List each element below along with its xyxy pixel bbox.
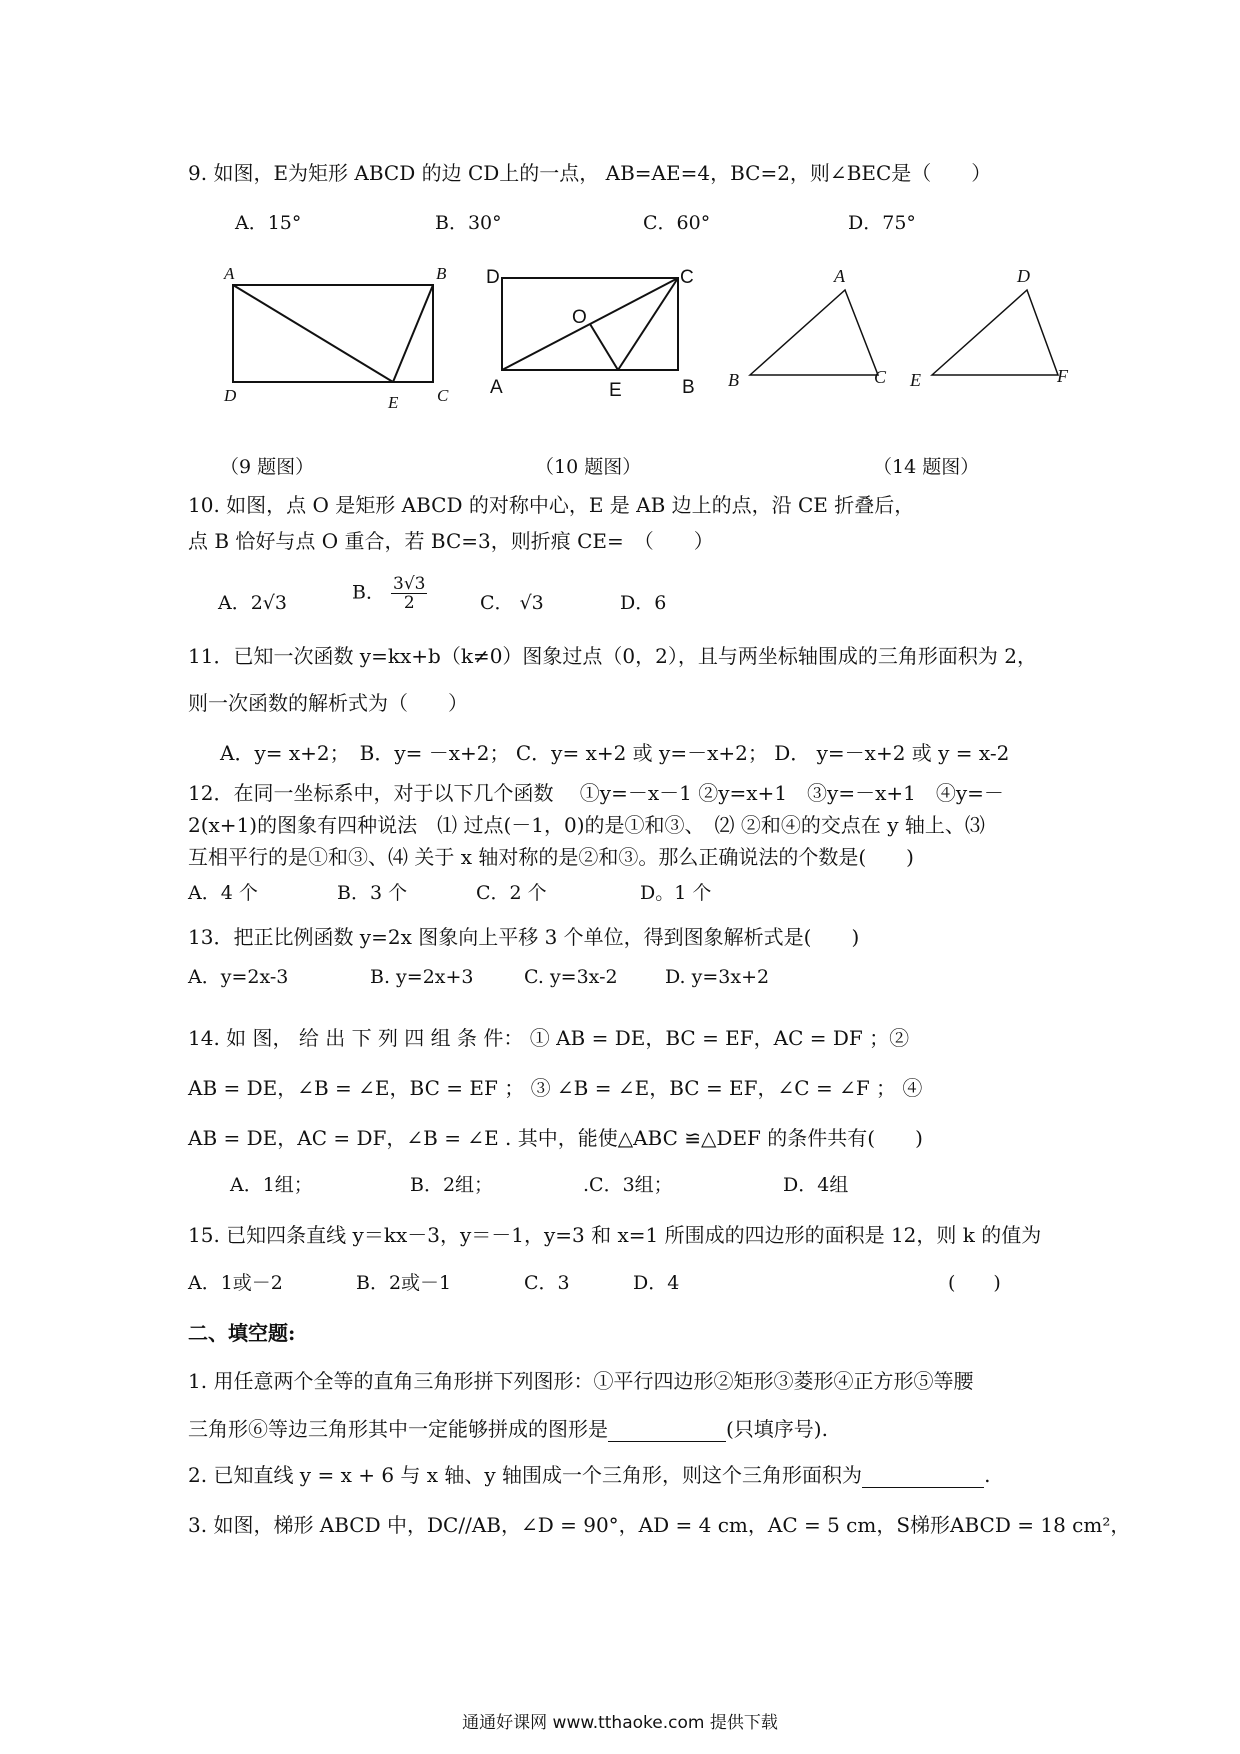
q10-option-b-prefix: B． [352,581,385,604]
q14-option-d: D．4组 [783,1174,849,1196]
q9-option-a: A．15° [235,212,302,234]
fill2-line [188,1462,990,1488]
q14-line1: 14. 如 图， 给 出 下 列 四 组 条 件： ① AB = DE，BC = EF，AC = DF ；② [188,1026,910,1050]
q10-option-b [352,575,427,612]
fig9-label-c: C [437,386,449,405]
q13-stem: 13．把正比例函数 y=2x 图象向上平移 3 个单位，得到图象解析式是( ) [188,925,860,949]
fill2-suffix: . [984,1463,991,1487]
q12-option-b: B．3 个 [337,882,408,904]
q14-option-c: .C．3组； [583,1174,673,1196]
answer-blank[interactable] [862,1467,984,1488]
q13-option-d: D. y=3x+2 [665,966,770,988]
q9-option-d: D．75° [848,212,916,234]
fig10-label-c: C [680,267,694,288]
caption-fig10: （10 题图） [535,456,642,478]
q11-line2: 则一次函数的解析式为（ ） [188,691,468,715]
q15-answer-blank: ( ) [948,1272,1001,1294]
q14-line2: AB = DE，∠B = ∠E，BC = EF ； ③ ∠B = ∠E，BC = EF，∠C = ∠F ； ④ [188,1076,923,1100]
q14-line3: AB = DE，AC = DF，∠B = ∠E . 其中，能使△ABC ≌△DEF 的条件共有( ) [188,1126,923,1150]
fraction-numerator: 3√3 [393,574,426,594]
q11-options: A．y= x+2； B．y= －x+2； C．y= x+2 或 y=－x+2； D． y=－x+2 或 y = x-2 [220,741,1010,765]
fill1-line2-suffix: (只填序号). [726,1417,828,1441]
q10-line2: 点 B 恰好与点 O 重合，若 BC=3，则折痕 CE= （ ） [188,529,714,553]
q15-option-d: D．4 [633,1272,680,1294]
fill1-line2 [188,1416,828,1442]
fig9-label-e: E [388,393,399,412]
fill1-line1: 1. 用任意两个全等的直角三角形拼下列图形：①平行四边形②矩形③菱形④正方形⑤等腰 [188,1369,974,1393]
q14-option-a: A．1组； [230,1174,313,1196]
fig14-label-e: E [910,370,921,390]
fig14-label-f: F [1057,366,1068,386]
q12-line3: 互相平行的是①和③、⑷ 关于 x 轴对称的是②和③。那么正确说法的个数是( ) [188,845,914,869]
q9-option-c: C．60° [643,212,711,234]
q13-option-b: B. y=2x+3 [370,966,474,988]
fig9-label-b: B [436,264,447,283]
fig9-label-d: D [224,386,237,405]
section-2-title: 二、填空题: [188,1321,296,1345]
q9-stem: 9. 如图，E为矩形 ABCD 的边 CD上的一点， AB=AE=4，BC=2，则∠BEC是（ ） [188,161,992,185]
figure-10 [502,278,678,370]
q15-option-c: C．3 [524,1272,570,1294]
q12-line1: 12．在同一坐标系中，对于以下几个函数 ①y=－x－1 ②y=x+1 ③y=－x+1 ④y=－ [188,781,1004,805]
q15-option-a: A．1或－2 [188,1272,283,1294]
fig10-label-o: O [572,307,587,328]
fraction-denominator: 2 [403,593,415,613]
fill3-line: 3. 如图，梯形 ABCD 中，DC//AB，∠D = 90°，AD = 4 cm，AC = 5 cm，S梯形ABCD = 18 cm²， [188,1513,1131,1537]
q11-line1: 11．已知一次函数 y=kx+b（k≠0）图象过点（0，2），且与两坐标轴围成的三角形面积为 2， [188,644,1037,668]
fig10-label-a: A [490,377,503,398]
figure-9 [233,285,433,382]
q12-line2: 2(x+1)的图象有四种说法 ⑴ 过点(－1，0)的是①和③、 ⑵ ②和④的交点在 y 轴上、⑶ [188,813,985,837]
fill2-prefix: 2. 已知直线 y = x + 6 与 x 轴、y 轴围成一个三角形，则这个三角形面积为 [188,1463,863,1487]
q12-option-d: D。1 个 [640,882,712,904]
q12-option-c: C．2 个 [476,882,547,904]
q13-option-c: C. y=3x-2 [524,966,618,988]
q15-stem: 15. 已知四条直线 y＝kx－3，y＝－1，y=3 和 x=1 所围成的四边形的面积是 12，则 k 的值为 [188,1223,1042,1247]
q10-line1: 10. 如图，点 O 是矩形 ABCD 的对称中心，E 是 AB 边上的点，沿 CE 折叠后， [188,493,915,517]
q13-option-a: A．y=2x-3 [188,966,289,988]
fig9-label-a: A [224,264,235,283]
fig10-label-e: E [609,380,622,401]
fig14-label-b: B [728,370,739,390]
fig10-label-d: D [486,267,500,288]
q10-option-d: D．6 [620,592,667,614]
caption-fig14: （14 题图） [873,456,980,478]
fig14-label-d: D [1017,266,1030,286]
q15-option-b: B．2或－1 [356,1272,452,1294]
q10-option-b-fraction [391,575,427,612]
fig10-label-b: B [682,377,695,398]
fig14-label-c: C [874,367,887,387]
q12-option-a: A．4 个 [188,882,258,904]
q14-option-b: B．2组； [410,1174,494,1196]
fig14-label-a: A [834,266,845,286]
q10-option-a: A．2√3 [218,592,288,614]
q9-option-b: B．30° [435,212,502,234]
q10-option-c: C． √3 [480,592,544,614]
fill1-line2-prefix: 三角形⑥等边三角形其中一定能够拼成的图形是 [188,1417,608,1441]
page-footer: 通通好课网 www.tthaoke.com 提供下载 [462,1713,778,1733]
answer-blank[interactable] [608,1421,726,1442]
figure-14 [750,290,1058,375]
caption-fig9: （9 题图） [220,456,315,478]
